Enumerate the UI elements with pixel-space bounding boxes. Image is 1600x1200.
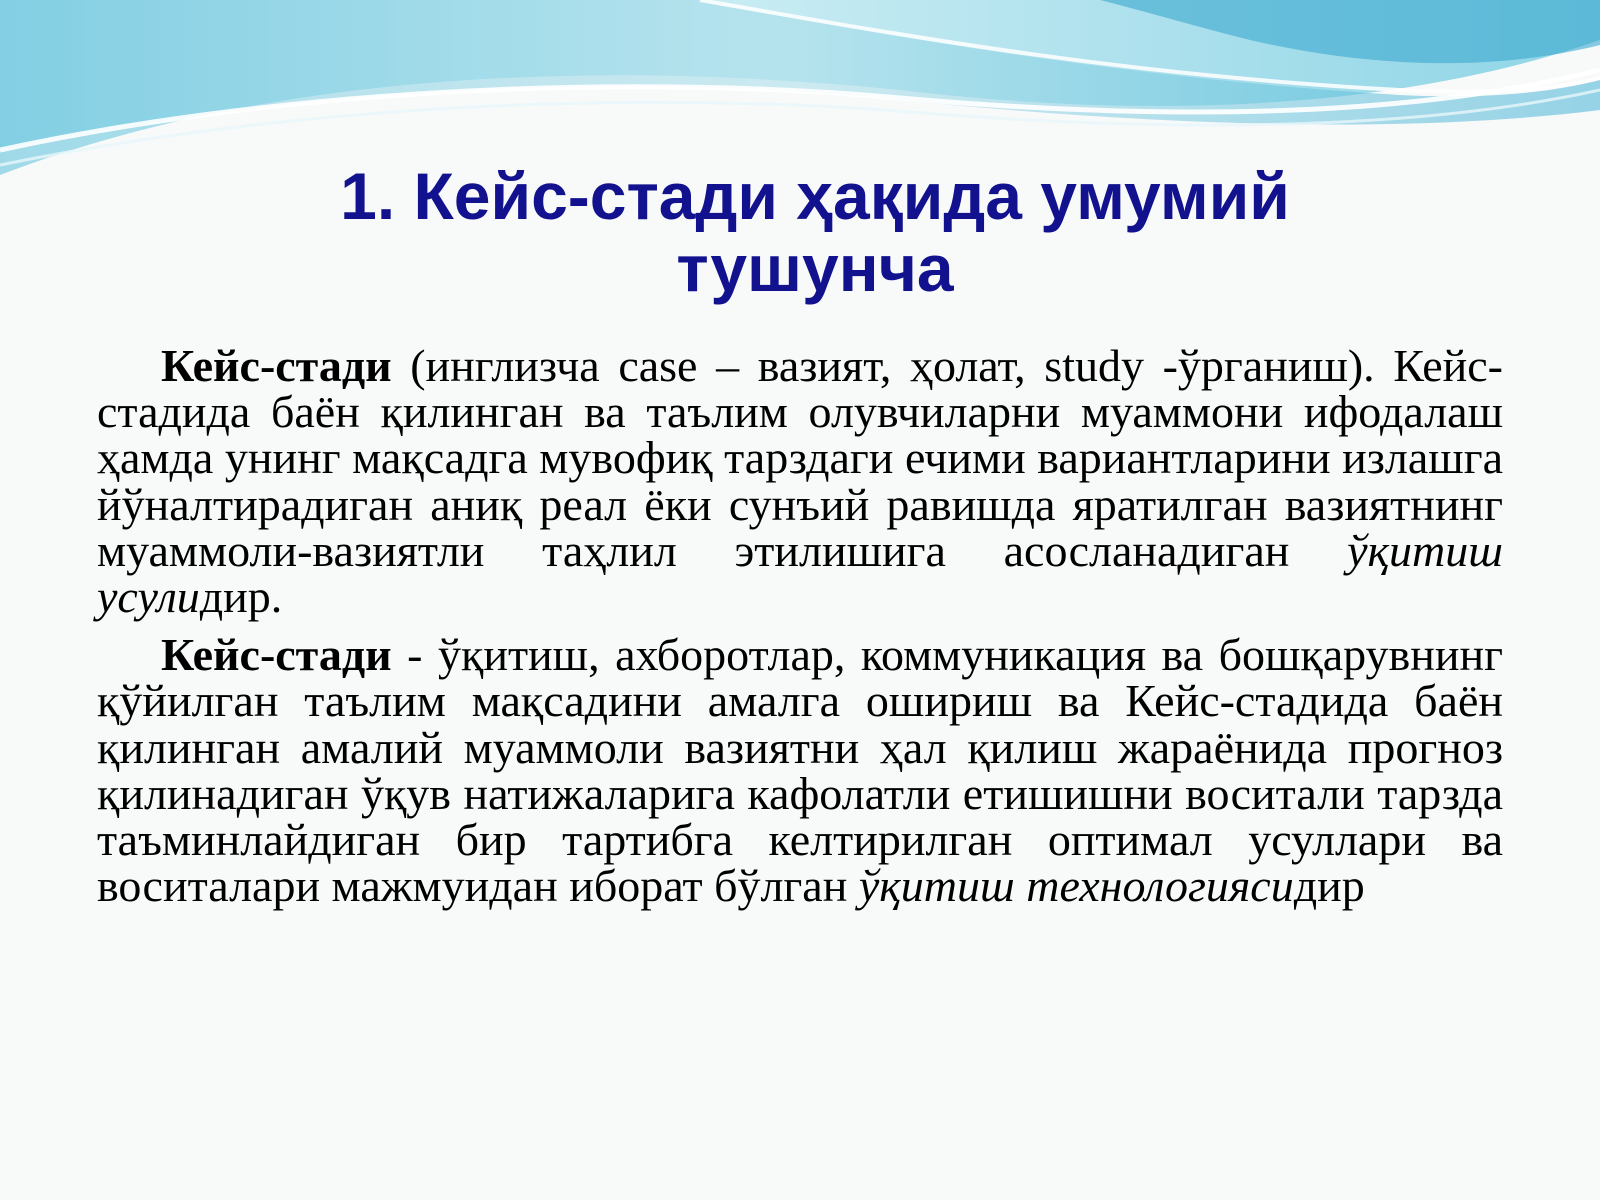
term-label: Кейс-стади: [161, 629, 392, 681]
paragraph-text-end: дир: [1293, 860, 1365, 912]
slide-title-line-1: 1. Кейс-стади ҳақида умумий: [340, 159, 1290, 233]
paragraph-text-end: дир.: [199, 571, 283, 623]
slide-body: [97, 340, 1503, 912]
slide-title-line-2: тушунча: [676, 231, 954, 305]
paragraph-text: (инглизча case – вазият, ҳолат, study -ўрганиш). Кейс-стадида баён қилинган ва таълим олувчиларни муаммони ифодалаш ҳамда унинг мақсадга мувофиқ тарздаги ечими вариантларини излашга йўналтирадиган аниқ реал ёки сунъий равишда яратилган вазиятнинг муаммоли-вазиятли таҳлил этилишига асосланадиган: [97, 340, 1503, 576]
slide-title: [240, 160, 1390, 304]
definition-paragraph: [97, 340, 1503, 623]
term-label: Кейс-стади: [161, 340, 392, 391]
technology-paragraph: [97, 629, 1503, 912]
emphasis-text: ўқитиш технологияси: [858, 860, 1294, 912]
paragraph-text: - ўқитиш, ахборотлар, коммуникация ва бошқарувнинг қўйилган таълим мақсадини амалга ошириш ва Кейс-стадида баён қилинган амалий муаммоли вазиятни ҳал қилиш жараёнида прогноз қилинадиган ўқув натижаларига кафолатли етишишни воситали тарзда таъминлайдиган бир тартибга келтирилган оптимал усуллари ва воситалари мажмуидан иборат бўлган: [97, 629, 1503, 912]
emphasis-text: ўқитиш усули: [97, 524, 1503, 623]
